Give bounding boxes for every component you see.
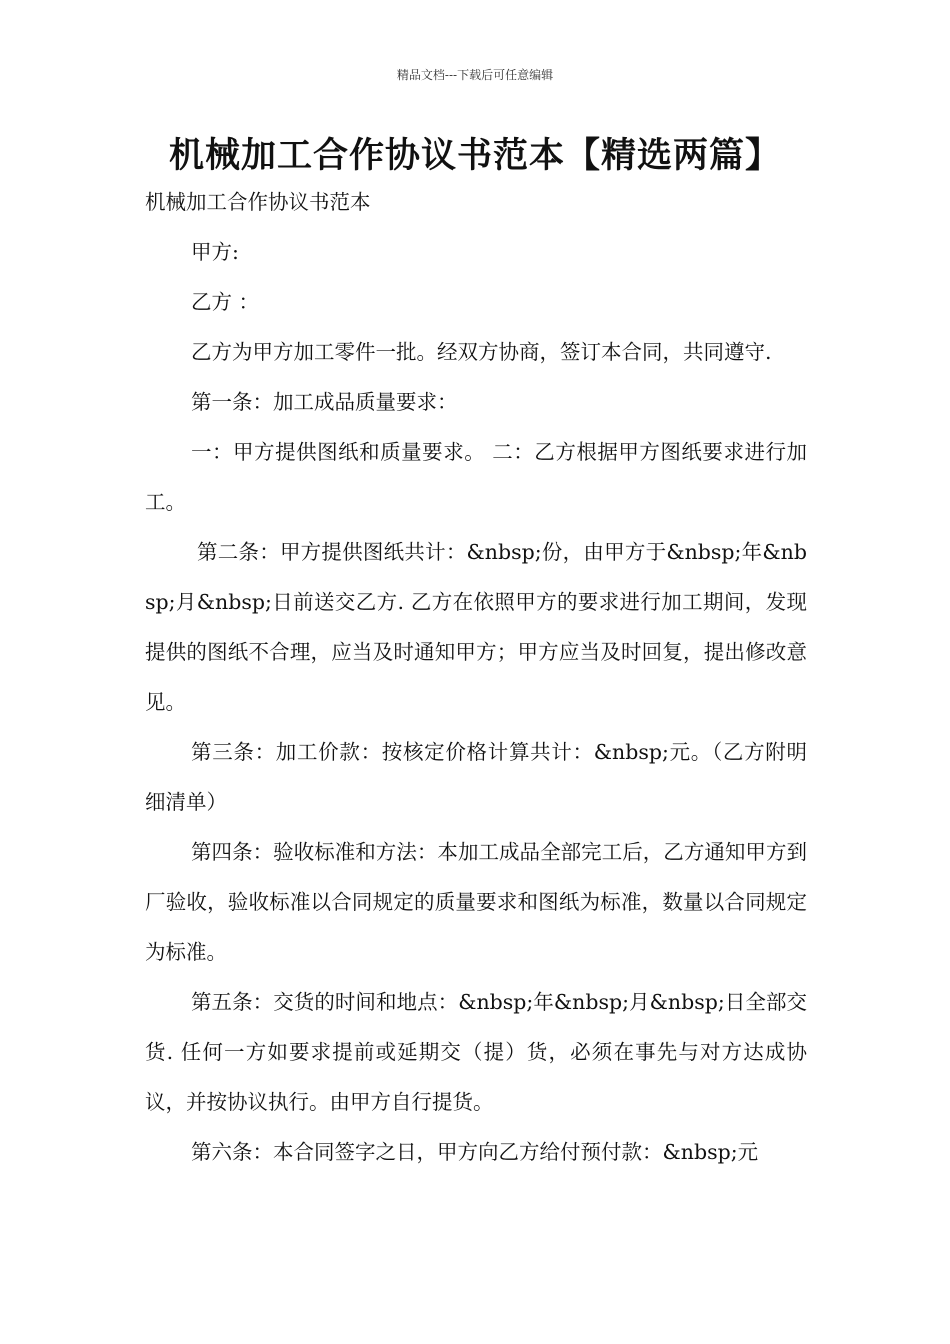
article-5-paragraph: 第五条：交货的时间和地点：&nbsp;年&nbsp;月&nbsp;日全部交货. 任何一方如要求提前或延期交（提）货，必须在事先与对方达成协议，并按协议执行。由甲方自行提货。 [145, 990, 807, 1114]
article-1-heading: 第一条：加工成品质量要求： [191, 390, 458, 414]
article-1-body: 一：甲方提供图纸和质量要求。 二：乙方根据甲方图纸要求进行加工。 [145, 440, 807, 514]
party-a-line: 甲方: [191, 240, 239, 264]
page-header-note: 精品文档---下载后可任意编辑 [396, 68, 554, 82]
intro-paragraph: 乙方为甲方加工零件一批。经双方协商，签订本合同，共同遵守. [191, 340, 772, 364]
article-3-paragraph: 第三条：加工价款：按核定价格计算共计：&nbsp;元。（乙方附明细清单） [145, 740, 807, 814]
document-title: 机械加工合作协议书范本【精选两篇】 [168, 136, 781, 176]
article-2-paragraph: 第二条：甲方提供图纸共计：&nbsp;份，由甲方于&nbsp;年&nbsp;月&nbsp;日前送交乙方. 乙方在依照甲方的要求进行加工期间，发现提供的图纸不合理，应当及时通知甲方；甲方应当及时回复，提出修改意见。 [145, 540, 807, 714]
party-b-line: 乙方 ： [191, 290, 260, 314]
article-6-paragraph: 第六条：本合同签字之日，甲方向乙方给付预付款：&nbsp;元 [191, 1140, 759, 1164]
document-body [145, 177, 807, 1177]
doc-subtitle: 机械加工合作协议书范本 [145, 190, 371, 214]
article-4-paragraph: 第四条：验收标准和方法：本加工成品全部完工后，乙方通知甲方到厂验收，验收标准以合同规定的质量要求和图纸为标准，数量以合同规定为标准。 [145, 840, 807, 964]
